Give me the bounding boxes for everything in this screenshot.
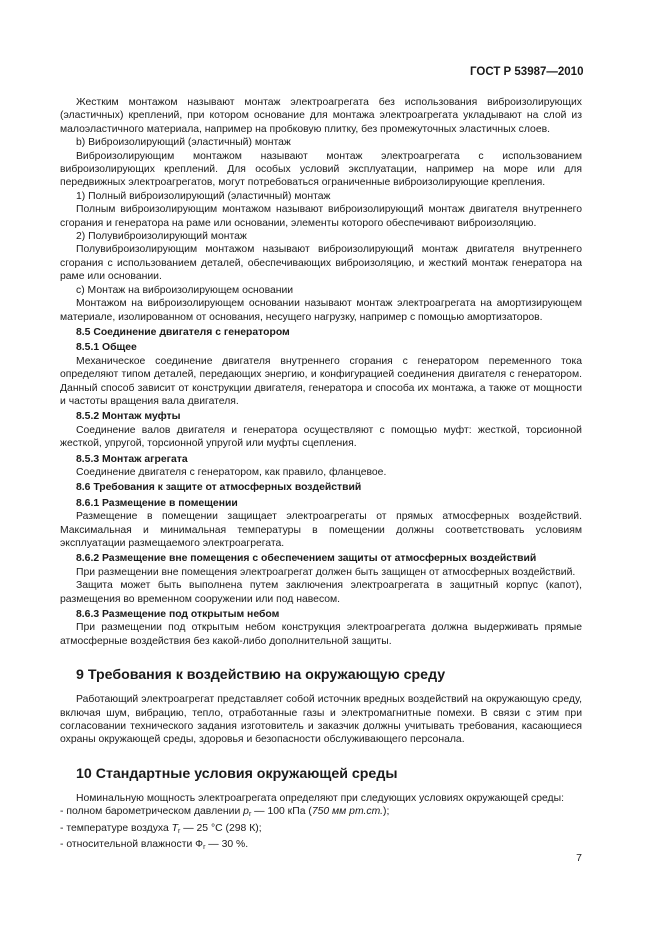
paragraph: Жестким монтажом называют монтаж электроагрегата без использования виброизолирующих (эластичных) креплений, при котором основание для монтажа электроагрегата укладывают на слой из малоэластичного материала, например на пробковую плитку, без промежуточных эластичных слоев. [60,97,582,135]
paragraph: Соединение двигателя с генератором, как правило, фланцевое. [76,466,387,478]
paragraph: При размещении вне помещения электроагрегат должен быть защищен от атмосферных воздействий. [76,566,576,578]
paragraph: Механическое соединение двигателя внутреннего сгорания с генератором переменного тока определяют типом деталей, передающих энергию, и конфигурацией соединения двигателя с генератором. Данный способ зависит от конструкции двигателя, генератора и способа их монтажа, а также от мощности и частоты вращения вала двигателя. [60,355,582,407]
subsection-heading: 8.5.1 Общее [76,342,137,354]
document-id-header: ГОСТ Р 53987—2010 [470,66,584,78]
condition-humidity [60,838,582,854]
temperature-symbol: T [171,822,179,834]
paragraph: При размещении под открытым небом конструкция электроагрегата должна выдерживать прямые атмосферные воздействия без какой-либо дополнительной защиты. [60,622,582,647]
pressure-unit: 750 мм рт.ст. [311,806,384,818]
subsection-heading: 8.6 Требования к защите от атмосферных воздействий [76,482,362,494]
temperature-value: — 25 °С (298 К); [180,822,262,834]
paragraph: c) Монтаж на виброизолирующем основании [76,284,294,296]
paragraph: Виброизолирующим монтажом называют монтаж электроагрегата с использованием виброизолирующих креплений. Для особых условий эксплуатации, например на море или для передвижных электроагрегатов, могут потребоваться ограниченные виброизолирующие крепления. [60,150,582,189]
paragraph: 2) Полувиброизолирующий монтаж [76,231,247,243]
page-number: 7 [576,852,582,864]
pressure-subscript: r [248,811,252,819]
paragraph: Номинальную мощность электроагрегата определяют при следующих условиях окружающей среды: [76,792,564,804]
pressure-suffix: ); [383,806,390,818]
paragraph: Размещение в помещении защищает электроагрегаты от прямых атмосферных воздействий. Максимальная и минимальная температуры в помещении должны соответствовать условиям эксплуатации размещаемого электроагрегата. [60,511,582,549]
pressure-value: — 100 кПа ( [251,806,312,818]
paragraph: Монтажом на виброизолирующем основании называют монтаж электроагрегата на амортизирующем материале, изолированном от основания, несущего нагрузку, например с помощью амортизаторов. [60,298,582,323]
paragraph: Работающий электроагрегат представляет собой источник вредных воздействий на окружающую среду, включая шум, вибрацию, тепло, отработанные газы и электромагнитные помехи. В связи с этим при согласовании технического задания изготовитель и заказчик должны учитывать требования, касающиеся охраны окружающей среды, здоровья и безопасности обслуживающего персонала. [60,694,582,746]
document-body [60,96,582,855]
condition-humidity-text: - относительной влажности Ф [60,839,204,851]
condition-temperature-text: - температуре воздуха [60,822,172,834]
pressure-symbol: p [243,806,249,818]
condition-pressure [60,805,582,821]
humidity-value: — 30 %. [205,839,249,851]
temperature-subscript: r [178,827,181,835]
subsection-heading: 8.5.3 Монтаж агрегата [76,453,188,465]
paragraph: 1) Полный виброизолирующий (эластичный) монтаж [76,190,331,202]
subsection-heading: 8.5.2 Монтаж муфты [76,411,181,423]
subsection-heading: 8.6.2 Размещение вне помещения с обеспечением защиты от атмосферных воздействий [76,553,537,565]
section-heading: 10 Стандартные условия окружающей среды [76,765,398,782]
condition-pressure-text: - полном барометрическом давлении [60,806,244,818]
paragraph: b) Виброизолирующий (эластичный) монтаж [76,137,291,149]
subsection-heading: 8.5 Соединение двигателя с генератором [76,326,290,338]
humidity-subscript: r [203,844,206,852]
condition-temperature [60,822,582,838]
section-heading: 9 Требования к воздействию на окружающую среду [76,667,446,684]
paragraph: Полувиброизолирующим монтажом называют виброизолирующий монтаж двигателя внутреннего сгорания с использованием деталей, обеспечивающих виброизоляцию, и жесткий монтаж генератора на раме или основании. [60,244,582,283]
paragraph: Защита может быть выполнена путем заключения электроагрегата в защитный корпус (капот), размещения во временном сооружении или под навесом. [60,580,582,605]
subsection-heading: 8.6.3 Размещение под открытым небом [76,609,280,621]
paragraph-list [60,96,582,805]
paragraph: Соединение валов двигателя и генератора осуществляют с помощью муфт: жесткой, торсионной жесткой, упругой, торсионной упругой или муфты сцепления. [60,424,582,450]
subsection-heading: 8.6.1 Размещение в помещении [76,497,238,509]
paragraph: Полным виброизолирующим монтажом называют виброизолирующий монтаж двигателя внутреннего сгорания и генератора на раме или основании, элементы которого обеспечивают виброизоляцию. [60,204,582,229]
